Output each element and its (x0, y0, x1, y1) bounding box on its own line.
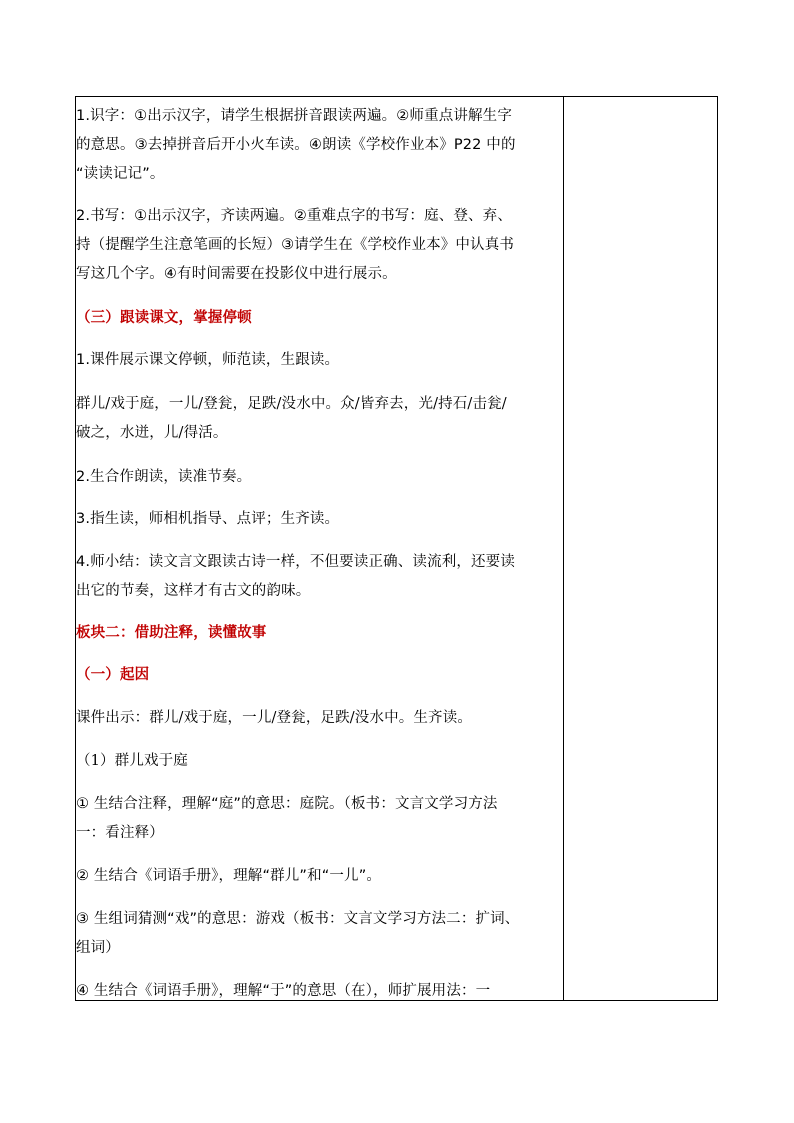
column-divider (563, 97, 564, 1000)
text-line: ④ 生结合《词语手册》，理解“于”的意思（在），师扩展用法：一 (76, 983, 491, 999)
text-line: 3.指生读，师相机指导、点评；生齐读。 (76, 511, 340, 527)
text-line: 2.书写：①出示汉字，齐读两遍。②重难点字的书写：庭、登、弃、 (76, 208, 512, 224)
text-line: （三）跟读课文，掌握停顿 (76, 310, 252, 326)
text-line: 课件出示：群儿/戏于庭，一儿/登瓮，足跌/没水中。生齐读。 (76, 710, 473, 726)
text-line: 1.课件展示课文停顿，师范读，生跟读。 (76, 352, 340, 368)
text-line: 一：看注释） (76, 825, 164, 841)
text-line: 写这几个字。④有时间需要在投影仪中进行展示。 (76, 266, 397, 282)
text-line: 4.师小结：读文言文跟读古诗一样，不但要读正确、读流利，还要读 (76, 554, 515, 570)
text-line: “读读记记”。 (76, 166, 165, 182)
text-line: 出它的节奏，这样才有古文的韵味。 (76, 583, 311, 599)
text-line: 的意思。③去掉拼音后开小火车读。④朗读《学校作业本》P22 中的 (76, 137, 516, 153)
text-line: 2.生合作朗读，读准节奏。 (76, 469, 252, 485)
text-line: 组词） (76, 940, 120, 956)
text-line: 破之，水迸，儿/得活。 (76, 425, 228, 441)
content-cell (76, 97, 563, 1000)
text-line: ① 生结合注释，理解“庭”的意思：庭院。（板书：文言文学习方法 (76, 796, 498, 812)
text-line: 群儿/戏于庭，一儿/登瓮，足跌/没水中。众/皆弃去，光/持石/击瓮/ (76, 396, 507, 412)
text-line: （一）起因 (76, 667, 150, 683)
text-line: 1.识字：①出示汉字，请学生根据拼音跟读两遍。②师重点讲解生字 (76, 108, 512, 124)
lesson-plan-table (75, 96, 718, 1001)
text-line: ③ 生组词猜测“戏”的意思：游戏（板书：文言文学习方法二：扩词、 (76, 911, 520, 927)
text-line: ② 生结合《词语手册》，理解“群儿”和“一儿”。 (76, 868, 382, 884)
text-line: （1）群儿戏于庭 (76, 753, 188, 769)
text-line: 板块二：借助注释，读懂故事 (76, 625, 267, 641)
text-line: 持（提醒学生注意笔画的长短）③请学生在《学校作业本》中认真书 (76, 237, 514, 253)
